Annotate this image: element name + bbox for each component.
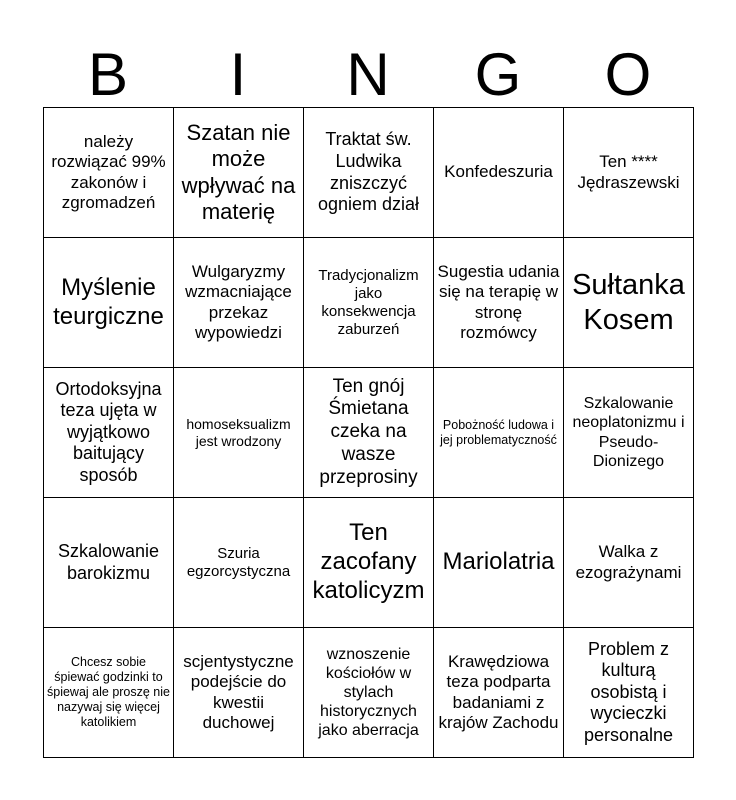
bingo-cell[interactable]: Walka z ezograżynami (564, 498, 694, 628)
title-letter-n: N (346, 41, 390, 108)
bingo-grid (43, 107, 694, 758)
title-letter-b: B (87, 41, 129, 108)
bingo-cell[interactable]: należy rozwiązać 99% zakonów i zgromadzeń (44, 108, 174, 238)
bingo-cell[interactable]: Ortodoksyjna teza ujęta w wyjątkowo baitujący sposób (44, 368, 174, 498)
bingo-cell[interactable]: Ten zacofany katolicyzm (304, 498, 434, 628)
bingo-cell[interactable]: scjentystyczne podejście do kwestii duchowej (174, 628, 304, 758)
title-letter-o: O (604, 41, 652, 108)
bingo-cell[interactable]: Mariolatria (434, 498, 564, 628)
bingo-cell[interactable]: Szkalowanie barokizmu (44, 498, 174, 628)
title-letter-g: G (474, 41, 522, 108)
title-letter-i: I (229, 41, 247, 108)
bingo-cell[interactable]: Problem z kulturą osobistą i wycieczki personalne (564, 628, 694, 758)
bingo-cell[interactable]: homoseksualizm jest wrodzony (174, 368, 304, 498)
bingo-cell[interactable]: Chcesz sobie śpiewać godzinki to śpiewaj ale proszę nie nazywaj się więcej katolikiem (44, 628, 174, 758)
bingo-cell[interactable]: Szuria egzorcystyczna (174, 498, 304, 628)
bingo-cell[interactable]: Szatan nie może wpływać na materię (174, 108, 304, 238)
bingo-cell[interactable]: Traktat św. Ludwika zniszczyć ogniem dział (304, 108, 434, 238)
bingo-cell[interactable]: wznoszenie kościołów w stylach historycznych jako aberracja (304, 628, 434, 758)
bingo-cell[interactable]: Sułtanka Kosem (564, 238, 694, 368)
bingo-cell[interactable]: Wulgaryzmy wzmacniające przekaz wypowiedzi (174, 238, 304, 368)
bingo-cell[interactable]: Szkalowanie neoplatonizmu i Pseudo-Dionizego (564, 368, 694, 498)
bingo-cell[interactable]: Ten **** Jędraszewski (564, 108, 694, 238)
bingo-cell[interactable]: Tradycjonalizm jako konsekwencja zaburzeń (304, 238, 434, 368)
bingo-cell[interactable]: Sugestia udania się na terapię w stronę rozmówcy (434, 238, 564, 368)
bingo-cell[interactable]: Pobożność ludowa i jej problematyczność (434, 368, 564, 498)
bingo-cell[interactable]: Konfedeszuria (434, 108, 564, 238)
bingo-cell[interactable]: Myślenie teurgiczne (44, 238, 174, 368)
bingo-cell[interactable]: Krawędziowa teza podparta badaniami z krajów Zachodu (434, 628, 564, 758)
bingo-cell[interactable]: Ten gnój Śmietana czeka na wasze przeprosiny (304, 368, 434, 498)
bingo-title (43, 42, 693, 108)
